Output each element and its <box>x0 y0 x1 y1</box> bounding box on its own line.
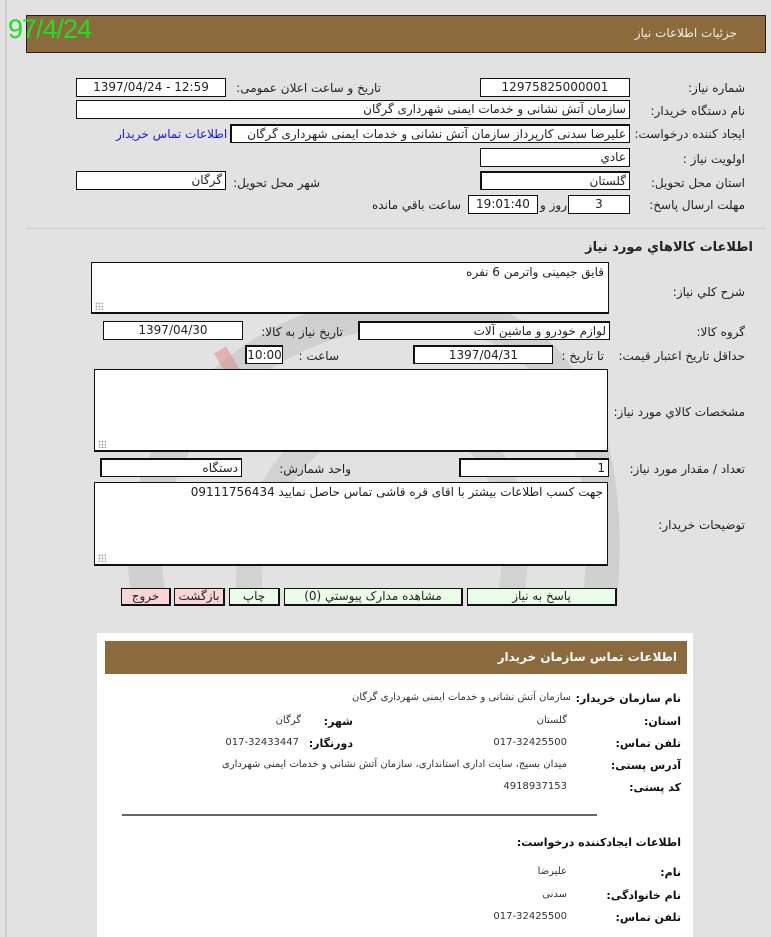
deadline-days-field[interactable]: 3 <box>568 195 630 214</box>
days-and-label: روز و <box>540 198 567 212</box>
to-date-label: تا تاریخ : <box>561 349 604 363</box>
remaining-label: ساعت باقي مانده <box>372 198 462 212</box>
time-field[interactable]: 10:00 <box>245 345 283 364</box>
buyer-contact-link[interactable]: اطلاعات تماس خریدار <box>116 127 228 141</box>
time-label: ساعت : <box>298 349 339 363</box>
need-number-label: شماره نیاز: <box>688 81 745 95</box>
deadline-time-field[interactable]: 19:01:40 <box>468 195 538 214</box>
city-value: گرگان <box>275 715 301 726</box>
to-date-field[interactable]: 1397/04/31 <box>413 345 553 364</box>
goods-group-field[interactable]: لوازم خودرو و ماشین آلات <box>358 321 610 340</box>
buyer-org-field[interactable]: سازمان آتش نشانی و خدمات ایمنی شهرداری گرگان <box>76 100 630 119</box>
name-label: نام: <box>660 866 681 879</box>
unit-label: واحد شمارش: <box>279 462 351 476</box>
back-button[interactable]: بازگشت <box>174 588 225 606</box>
province-field[interactable]: گلستان <box>480 171 630 190</box>
page-header-bar <box>26 15 766 53</box>
priority-label: اولویت نیاز : <box>682 152 745 166</box>
province-label: استان: <box>644 715 681 728</box>
need-date-label: تاریخ نیاز به کالا: <box>261 325 343 339</box>
contact-card-title: اطلاعات تماس سازمان خریدار <box>497 650 677 664</box>
creator-label: ایجاد کننده درخواست: <box>634 127 745 141</box>
address-label: آدرس پستی: <box>610 759 681 772</box>
need-number-field[interactable]: 12975825000001 <box>480 78 630 97</box>
phone-label: تلفن تماس: <box>615 737 681 750</box>
creator-section-title: اطلاعات ایجادکننده درخواست: <box>516 836 681 849</box>
priority-field[interactable]: عادي <box>480 148 630 167</box>
buyer-notes-label: توضیحات خریدار: <box>658 518 745 532</box>
buyer-org-label: نام دستگاه خریدار: <box>650 104 745 118</box>
goods-group-label: گروه کالا: <box>696 325 745 339</box>
specs-label: مشخصات کالاي مورد نياز: <box>613 405 745 419</box>
phone-value: 017-32425500 <box>493 737 567 748</box>
card-divider <box>122 814 597 816</box>
name-value: علیرضا <box>537 866 567 877</box>
org-value: سازمان آتش نشانی و خدمات ایمنی شهرداری گرگان <box>351 692 571 703</box>
buyer-notes-text: جهت کسب اطلاعات بیشتر با اقای قره قاشی تماس حاصل نمایید 09111756434 <box>190 485 603 499</box>
page-left-border <box>5 0 7 937</box>
fax-value: 017-32433447 <box>225 737 299 748</box>
buyer-contact-card <box>97 633 693 937</box>
quantity-label: تعداد / مقدار مورد نیاز: <box>629 462 745 476</box>
need-date-field[interactable]: 1397/04/30 <box>103 321 243 340</box>
city-label: شهر: <box>323 715 353 728</box>
resize-grip-icon[interactable] <box>95 302 103 310</box>
buyer-notes-textarea[interactable] <box>94 482 608 566</box>
reply-button[interactable]: پاسخ به نیاز <box>467 588 617 606</box>
creator-phone-label: تلفن تماس: <box>615 911 681 924</box>
view-attachments-button[interactable]: مشاهده مدارک پیوستي (0) <box>284 588 463 606</box>
city-label: شهر محل تحویل: <box>233 176 320 190</box>
org-label: نام سازمان خریدار: <box>575 692 681 705</box>
city-field[interactable]: گرگان <box>76 171 226 190</box>
specs-textarea[interactable] <box>94 369 608 452</box>
resize-grip-icon[interactable] <box>98 440 106 448</box>
family-label: نام خانوادگی: <box>606 889 681 902</box>
deadline-label: مهلت ارسال پاسخ: <box>649 198 745 212</box>
goods-section-title: اطلاعات کالاهاي مورد نياز <box>585 240 753 255</box>
province-value: گلستان <box>536 715 567 726</box>
exit-button[interactable]: خروج <box>121 588 171 606</box>
family-value: سدنی <box>542 889 567 900</box>
stamp-date: 97/4/24 <box>8 14 92 44</box>
postal-label: کد پستی: <box>629 781 681 794</box>
creator-field[interactable]: علیرضا سدنی کارپرداز سازمان آتش نشانی و خدمات ایمنی شهرداری گرگان <box>230 124 630 143</box>
section-divider <box>26 228 766 229</box>
resize-grip-icon[interactable] <box>98 554 106 562</box>
fax-label: دورنگار: <box>308 737 353 750</box>
summary-label: شرح کلي نياز: <box>672 285 745 299</box>
print-button[interactable]: چاپ <box>229 588 280 606</box>
quantity-field[interactable]: 1 <box>459 458 609 477</box>
address-value: میدان بسیج، سایت اداری استانداری، سازمان آتش نشانی و خدمات ایمنی شهرداری <box>221 759 567 770</box>
price-valid-label: حداقل تاریخ اعتبار قیمت: <box>618 349 745 363</box>
province-label: استان محل تحویل: <box>650 176 745 190</box>
contact-card-header <box>105 641 687 674</box>
announce-datetime-label: تاریخ و ساعت اعلان عمومی: <box>236 81 381 95</box>
page-title: جزئیات اطلاعات نیاز <box>634 26 737 40</box>
postal-value: 4918937153 <box>503 781 567 792</box>
summary-textarea[interactable] <box>91 262 609 314</box>
announce-datetime-field[interactable]: 1397/04/24 - 12:59 <box>76 78 226 97</box>
creator-phone-value: 017-32425500 <box>493 911 567 922</box>
unit-field[interactable]: دستگاه <box>100 458 242 477</box>
summary-text: قایق جیمینی واترمن 6 نفره <box>466 265 604 279</box>
